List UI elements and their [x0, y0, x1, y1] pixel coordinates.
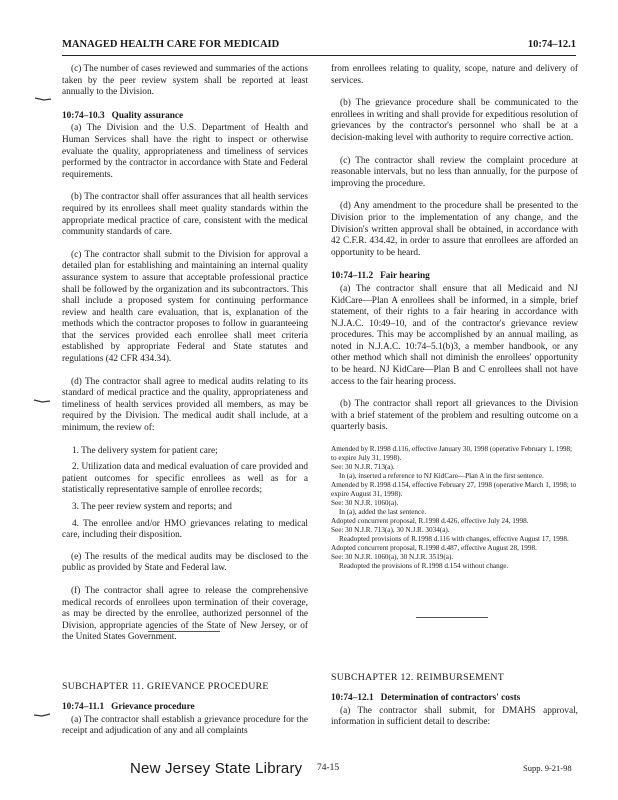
header-title: MANAGED HEALTH CARE FOR MEDICAID	[62, 39, 280, 50]
section-heading-grievance-procedure	[62, 702, 308, 714]
paragraph-continued: from enrollees relating to quality, scope, nature and delivery of services.	[331, 64, 578, 86]
paragraph-a: (a) The Division and the U.S. Department of Health and Human Services shall have the right to inspect or otherwise evaluate the quality, appropriateness and timeliness of services performed by the contractor in accordance with State and Federal requirements.	[62, 123, 308, 180]
list-item-3: 3. The peer review system and reports; and	[72, 502, 232, 512]
margin-mark-icon	[34, 96, 52, 102]
subchapter-11-heading: SUBCHAPTER 11. GRIEVANCE PROCEDURE	[62, 681, 269, 692]
history-note: Amended by R.1998 d.154, effective February 27, 1998 (operative March 1, 1998; to expire August 31, 1998).	[331, 481, 577, 499]
history-note: See: 30 N.J.R. 1060(a), 30 N.J.R. 3519(a).	[331, 553, 454, 562]
section-title: Determination of contractors' costs	[380, 693, 521, 703]
section-number: 10:74–11.1	[62, 702, 105, 712]
history-note: See: 30 N.J.R. 713(a), 30 N.J.R. 3034(a).	[331, 526, 450, 535]
subchapter-12-heading: SUBCHAPTER 12. REIMBURSEMENT	[331, 672, 505, 683]
history-note: Adopted concurrent proposal, R.1998 d.487, effective August 28, 1998.	[331, 544, 537, 553]
section-heading-contractor-costs	[331, 693, 578, 705]
footer-library-stamp: New Jersey State Library	[130, 760, 303, 777]
paragraph-c-peer-review: (c) The number of cases reviewed and summaries of the actions taken by the peer review system shall be reported at least annually to the Division.	[62, 64, 308, 98]
paragraph-e: (e) The results of the medical audits may be disclosed to the public as provided by State and Federal law.	[62, 551, 308, 574]
margin-mark-icon	[33, 398, 51, 404]
paragraph-c: (c) The contractor shall review the complaint procedure at reasonable intervals, but no less than annually, for the purpose of improving the procedure.	[331, 155, 578, 189]
history-note: Readopted the provisions of R.1998 d.154 without change.	[339, 562, 509, 571]
section-title: Quality assurance	[111, 110, 184, 121]
section-heading-fair-hearing	[331, 271, 578, 283]
list-item-1: 1. The delivery system for patient care;	[72, 445, 218, 456]
footer-supplement-date: Supp. 9-21-98	[523, 763, 572, 773]
paragraph-d: (d) Any amendment to the procedure shall be presented to the Division prior to the implementation of any change, and the Division's written approval shall be obtained, in accordance with 42 C.F.R. 434.42, in order to assure that enrollees are afforded an opportunity to be heard.	[331, 201, 578, 258]
section-number: 10:74–11.2	[331, 271, 374, 282]
paragraph-11-1-a: (a) The contractor shall establish a grievance procedure for the receipt and adjudication of any and all complaints	[62, 714, 308, 737]
paragraph-b: (b) The grievance procedure shall be communicated to the enrollees in writing and shall provide for expeditious resolution of grievances by the contractor's personnel who shall be at a decision-making level with authority to require corrective action.	[331, 98, 578, 143]
paragraph-f: (f) The contractor shall agree to release the comprehensive medical records of enrollees upon termination of their coverage, as may be directed by the enrollee, authorized personnel of the Division, appropriate agencies of the State of New Jersey, or of the United States Government.	[62, 585, 308, 643]
header-section-ref: 10:74–12.1	[527, 39, 576, 50]
section-title: Fair hearing	[380, 271, 430, 282]
history-note: In (a), inserted a reference to NJ KidCare—Plan A in the first sentence.	[339, 472, 544, 481]
paragraph-b: (b) The contractor shall offer assurances that all health services required by its enrollees shall meet quality standards within the appropriate medical practice of care, consistent with the medical community standards of care.	[62, 192, 308, 238]
separator-rule-right	[416, 617, 488, 618]
paragraph-12-1-a: (a) The contractor shall submit, for DMAHS approval, information in sufficient detail to describe:	[331, 705, 578, 728]
left-column-bottom	[62, 702, 308, 749]
history-note: Amended by R.1998 d.116, effective January 30, 1998 (operative February 1, 1998; to expire July 31, 1998).	[331, 445, 573, 463]
section-number: 10:74–12.1	[331, 693, 374, 703]
right-column	[331, 64, 578, 571]
paragraph-d: (d) The contractor shall agree to medical audits relating to its standard of medical practice and the quality, appropriateness and timeliness of health services provided all members, as may be required by the Division. The medical audit shall include, at a minimum, the review of:	[62, 376, 308, 434]
right-column-bottom	[331, 693, 578, 740]
history-note: Adopted concurrent proposal, R.1998 d.426, effective July 24, 1998.	[331, 517, 529, 526]
section-number: 10:74–10.3	[62, 110, 105, 121]
history-notes	[331, 445, 578, 571]
section-heading-quality-assurance	[62, 111, 308, 123]
history-note: Readopted provisions of R.1998 d.116 with changes, effective August 17, 1998.	[339, 535, 569, 544]
paragraph-c: (c) The contractor shall submit to the Division for approval a detailed plan for establishing and maintaining an internal quality assurance system to assure that acceptable professional practice shall be followed by the organization and its subcontractors. This shall include a proposed system for continuing performance review and health care evaluation, that is, explanation of the methods which the contractor proposes to follow in guaranteeing that the services provided each enrollee shall meet criteria established by appropriate Federal and State statutes and regulations (42 CFR 434.34).	[62, 249, 308, 365]
list-item-2: 2. Utilization data and medical evaluation of care provided and patient outcomes for specific enrollees as well as for a statistically representative sample of enrollee records;	[62, 462, 308, 496]
section-title: Grievance procedure	[111, 702, 195, 712]
left-column	[62, 64, 308, 655]
list-item-4: 4. The enrollee and/or HMO grievances relating to medical care, including their disposition.	[62, 518, 308, 541]
paragraph-11-2-b: (b) The contractor shall report all grievances to the Division with a brief statement of the problem and resulting outcome on a quarterly basis.	[331, 399, 578, 433]
history-note: See: 30 N.J.R. 713(a).	[331, 463, 395, 472]
footer-page-number: 74-15	[317, 763, 340, 773]
history-note: See: 30 N.J.R. 1060(a).	[331, 499, 399, 508]
margin-mark-icon	[33, 712, 51, 718]
paragraph-11-2-a: (a) The contractor shall ensure that all Medicaid and NJ KidCare—Plan A enrollees shall be informed, in a simple, brief statement, of their rights to a fair hearing in accordance with N.J.A.C. 10:49–10, and of the contractor's grievance review procedures. This may be accomplished by an annual mailing, as noted in N.J.A.C. 10:74–5.1(b)3, a member handbook, or any other method which shall not diminish the enrollees' opportunity to be heard. NJ KidCare—Plan B and C enrollees shall not have access to the fair hearing process.	[331, 283, 578, 387]
separator-rule-left	[148, 631, 220, 632]
running-header	[62, 37, 576, 56]
history-note: In (a), added the last sentence.	[339, 508, 427, 517]
